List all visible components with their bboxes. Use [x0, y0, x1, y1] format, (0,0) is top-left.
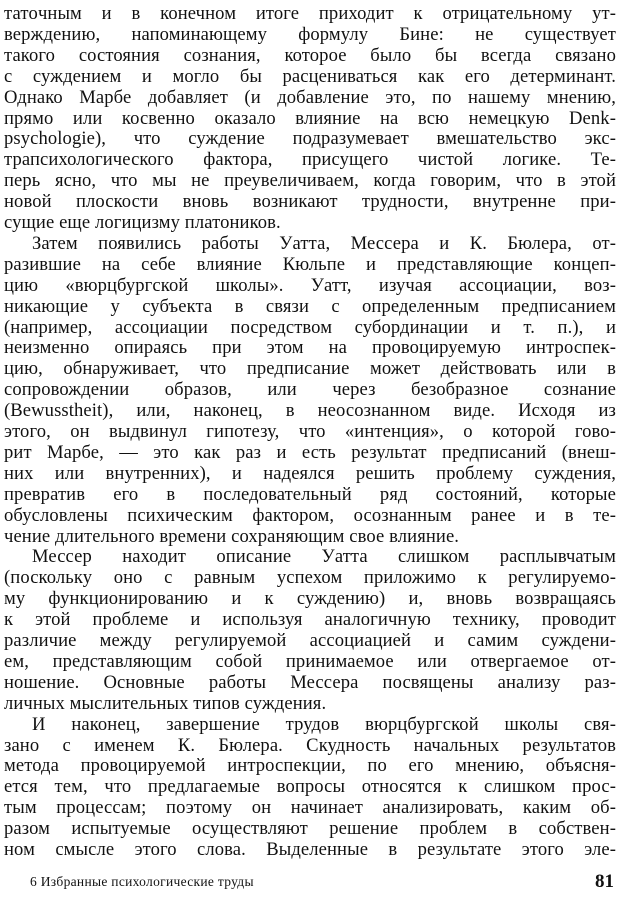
text-line: ношение. Основные работы Мессера посвящены анализу раз- — [4, 671, 616, 693]
printer-signature: 6 Избранные психологические труды — [30, 874, 254, 889]
text-line: psychologie), что суждение подразумевает вмешательство экс- — [4, 128, 616, 150]
text-line: перь ясно, что мы не преувеличиваем, когда говорим, что в этой — [4, 170, 616, 192]
text-line: (Bewusstheit), или, наконец, в неосознанном виде. Исходя из — [4, 400, 616, 422]
text-line: них или внутренних), и надеялся решить проблему суждения, — [4, 462, 616, 484]
paragraph-start: Мессер находит описание Уатта слишком расплывчатым — [32, 546, 616, 568]
text-line: трапсихологического фактора, присущего чистой логике. Те- — [4, 149, 616, 171]
text-line: рит Марбе, — это как раз и есть результат предписаний (внеш- — [4, 441, 616, 463]
text-line: верждению, напоминающему формулу Бине: не существует — [4, 23, 616, 45]
paragraph-start: И наконец, завершение трудов вюрцбургской школы свя- — [32, 713, 616, 735]
text-line: тым процессам; поэтому он начинает анализировать, каким об- — [4, 797, 616, 819]
text-line: ем, представляющим собой принимаемое или отвергаемое от- — [4, 650, 616, 672]
text-line: ется тем, что предлагаемые вопросы относятся к слишком прос- — [4, 776, 616, 798]
text-line: цию, обнаруживает, что предписание может действовать или в — [4, 358, 616, 380]
text-line: превратив его в последовательный ряд состояний, которые — [4, 483, 616, 505]
text-line: неизменно опираясь при этом на провоцируемую интроспек- — [4, 337, 616, 359]
text-line: личных мыслительных типов суждения. — [4, 692, 327, 714]
text-line: обусловлены психическим фактором, осознанным ранее и в те- — [4, 504, 616, 526]
text-line: с суждением и могло бы расцениваться как его детерминант. — [4, 65, 616, 87]
text-line: зано с именем К. Бюлера. Скудность начальных результатов — [4, 734, 616, 756]
text-line: ном смысле этого слова. Выделенные в результате этого эле- — [4, 839, 616, 860]
text-line: метода провоцируемой интроспекции, по его мнению, объясня- — [4, 755, 616, 777]
text-line: Однако Марбе добавляет (и добавление это, по нашему мнению, — [4, 86, 616, 108]
paragraph-start: Затем появились работы Уатта, Мессера и К. Бюлера, от- — [32, 232, 616, 254]
text-line: этого, он выдвинул гипотезу, что «интенция», о которой гово- — [4, 421, 616, 442]
text-line: новой плоскости вновь возникают трудности, внутренне при- — [4, 191, 616, 213]
text-line: разившие на себе влияние Кюльпе и представляющие концеп- — [4, 253, 616, 275]
text-line: чение длительного времени сохраняющим свое влияние. — [4, 525, 460, 547]
text-line: прямо или косвенно оказало влияние на всю немецкую Denk- — [4, 107, 616, 129]
text-line: сущие еще логицизму платоников. — [4, 212, 281, 233]
page-footer — [30, 870, 614, 894]
text-line: (например, ассоциации посредством субординации и т. п.), и — [4, 316, 616, 338]
text-line: (поскольку оно с равным успехом приложимо к регулируемо- — [4, 567, 616, 589]
text-line: му функционированию и к суждению) и, вновь возвращаясь — [4, 588, 616, 610]
page-number: 81 — [595, 871, 614, 892]
text-line: цию «вюрцбургской школы». Уатт, изучая ассоциации, воз- — [4, 274, 616, 296]
text-line: татoчным и в конечном итоге приходит к отрицательному ут- — [4, 3, 616, 24]
text-line: такого состояния сознания, которое было бы всегда связано — [4, 44, 616, 66]
text-line: к этой проблеме и используя аналогичную технику, проводит — [4, 609, 616, 631]
text-line: никающие у субъекта в связи с определенным предписанием — [4, 295, 616, 317]
text-line: разом испытуемые осуществляют решение проблем в собствен- — [4, 818, 616, 840]
text-line: различие между регулируемой ассоциацией и самим суждени- — [4, 630, 616, 651]
text-line: сопровождении образов, или через безобразное сознание — [4, 379, 616, 401]
